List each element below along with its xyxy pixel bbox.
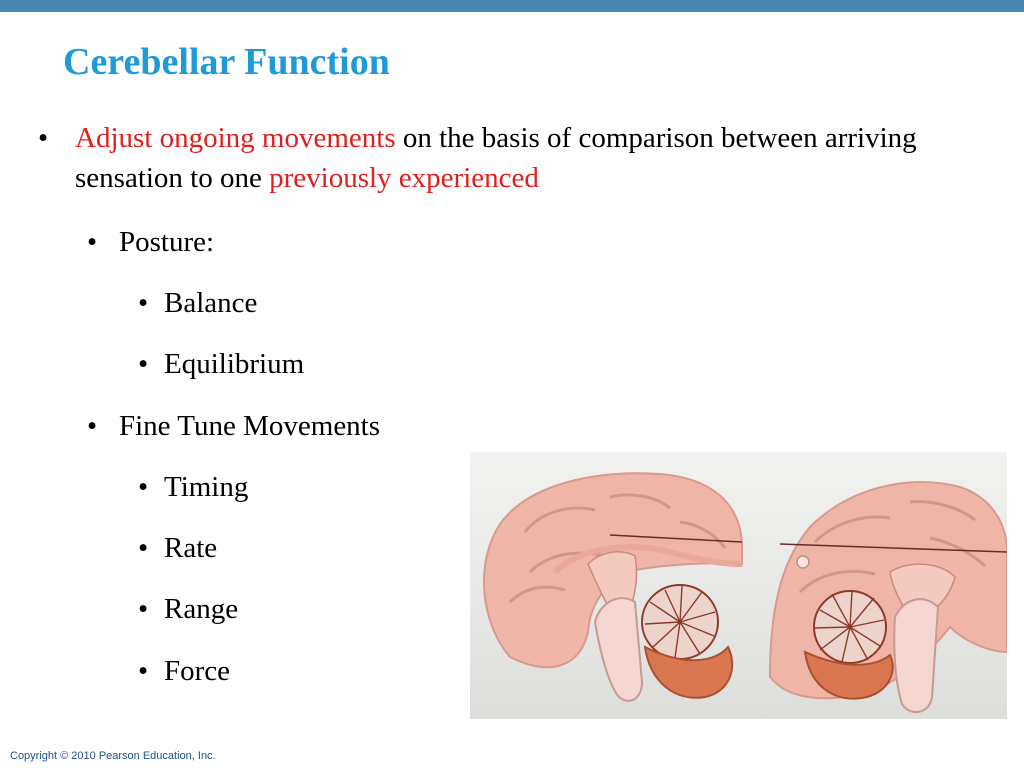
list-item-posture: Posture:: [119, 226, 215, 258]
bullet-glyph: •: [138, 593, 149, 625]
top-accent-bar: [0, 0, 1024, 12]
bullet-glyph: •: [138, 287, 149, 319]
bullet-glyph: •: [87, 410, 98, 442]
list-item-force: Force: [164, 655, 231, 687]
list-item-rate: Rate: [164, 532, 218, 564]
right-brain-half: [770, 482, 1007, 712]
list-item-range: Range: [164, 593, 239, 625]
slide-title: Cerebellar Function: [63, 41, 390, 83]
list-item-fine-tune-movements: Fine Tune Movements: [119, 410, 381, 442]
bullet-glyph: •: [38, 122, 49, 154]
left-brain-half: [484, 473, 742, 701]
brain-model-photo: [470, 452, 1007, 719]
list-item-timing: Timing: [164, 471, 249, 503]
bullet-glyph: •: [138, 471, 149, 503]
main-bullet-highlight-2: previously experienced: [269, 162, 539, 194]
copyright-footer: Copyright © 2010 Pearson Education, Inc.: [10, 750, 216, 762]
bullet-glyph: •: [138, 348, 149, 380]
list-item-balance: Balance: [164, 287, 258, 319]
bullet-glyph: •: [138, 655, 149, 687]
main-bullet-highlight-1: Adjust ongoing movements: [75, 122, 396, 154]
main-bullet: [75, 118, 975, 198]
brain-model-illustration: [470, 452, 1007, 719]
list-item-equilibrium: Equilibrium: [164, 348, 305, 380]
main-bullet-text: on the basis of comparison between arriving sensation to one: [75, 122, 917, 194]
bullet-glyph: •: [87, 226, 98, 258]
bullet-glyph: •: [138, 532, 149, 564]
